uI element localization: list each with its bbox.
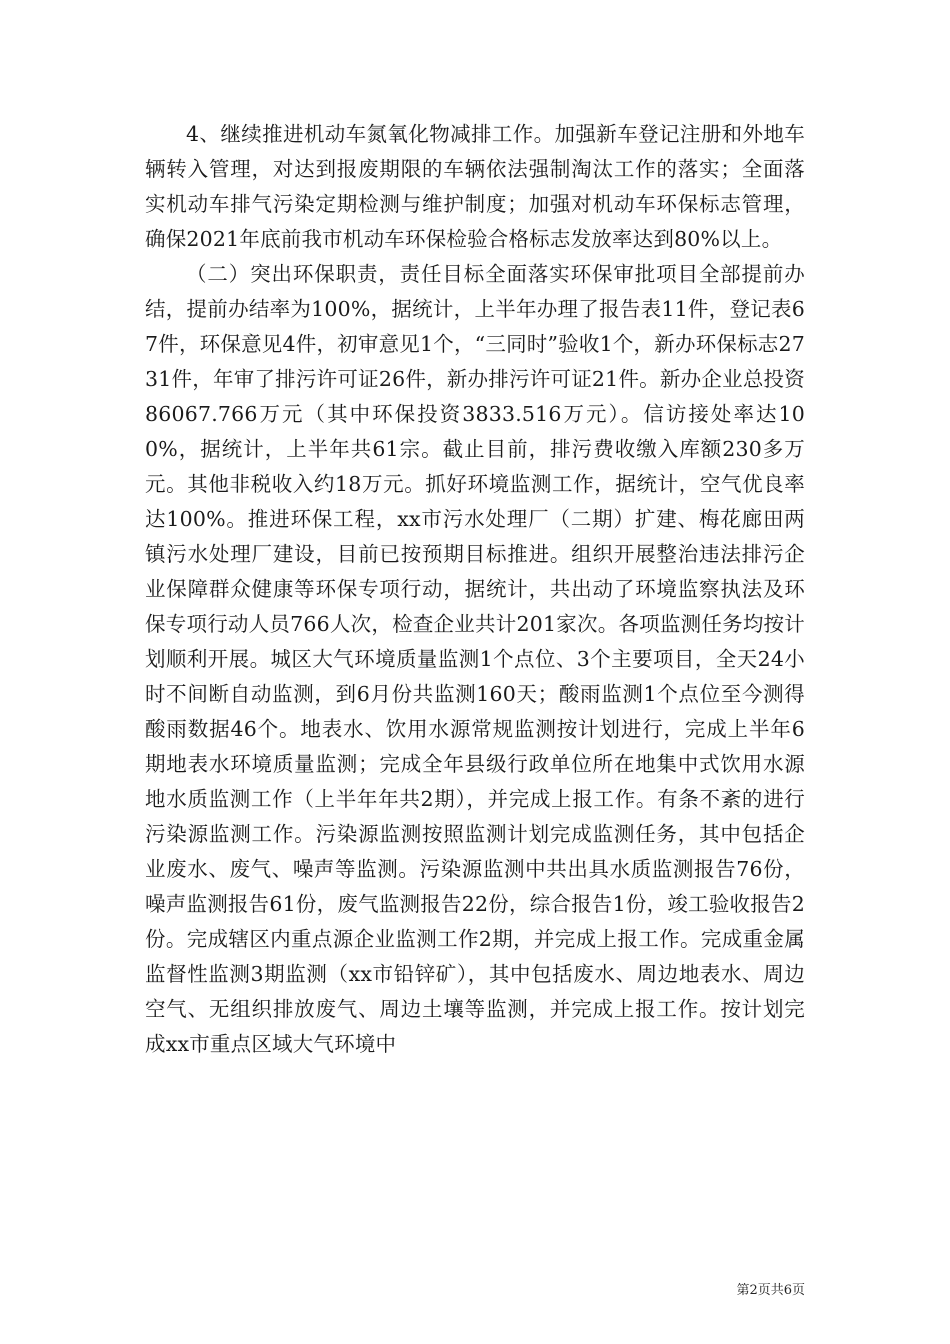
paragraph-environmental-duties: （二）突出环保职责，责任目标全面落实环保审批项目全部提前办结，提前办结率为100%，据统计，上半年办理了报告表11件，登记表67件，环保意见4件，初审意见1个，“三同时”验收1个，新办环保标志2731件，年审了排污许可证26件，新办排污许可证21件。新办企业总投资86067.766万元（其中环保投资3833.516万元）。信访接处率达100%，据统计，上半年共61宗。截止目前，排污费收缴入库额230多万元。其他非税收入约18万元。抓好环境监测工作，据统计，空气优良率达100%。推进环保工程，xx市污水处理厂（二期）扩建、梅花廊田两镇污水处理厂建设，目前已按预期目标推进。组织开展整治违法排污企业保障群众健康等环保专项行动，据统计，共出动了环境监察执法及环保专项行动人员766人次，检查企业共计201家次。各项监测任务均按计划顺利开展。城区大气环境质量监测1个点位、3个主要项目，全天24小时不间断自动监测，到6月份共监测160天；酸雨监测1个点位至今测得酸雨数据46个。地表水、饮用水源常规监测按计划进行，完成上半年6期地表水环境质量监测；完成全年县级行政单位所在地集中式饮用水源地水质监测工作（上半年年共2期），并完成上报工作。有条不紊的进行污染源监测工作。污染源监测按照监测计划完成监测任务，其中包括企业废水、废气、噪声等监测。污染源监测中共出具水质监测报告76份，噪声监测报告61份，废气监测报告22份，综合报告1份，竣工验收报告2份。完成辖区内重点源企业监测工作2期，并完成上报工作。完成重金属监督性监测3期监测（xx市铅锌矿），其中包括废水、周边地表水、周边空气、无组织排放废气、周边土壤等监测，并完成上报工作。按计划完成xx市重点区域大气环境中 (145, 262, 805, 1056)
page-number: 第2页共6页 (736, 1283, 805, 1298)
paragraph-vehicle-emission: 4、继续推进机动车氮氧化物减排工作。加强新车登记注册和外地车辆转入管理，对达到报废期限的车辆依法强制淘汰工作的落实；全面落实机动车排气污染定期检测与维护制度；加强对机动车环保标志管理，确保2021年底前我市机动车环保检验合格标志发放率达到80%以上。 (145, 122, 805, 251)
document-body (145, 117, 805, 1062)
